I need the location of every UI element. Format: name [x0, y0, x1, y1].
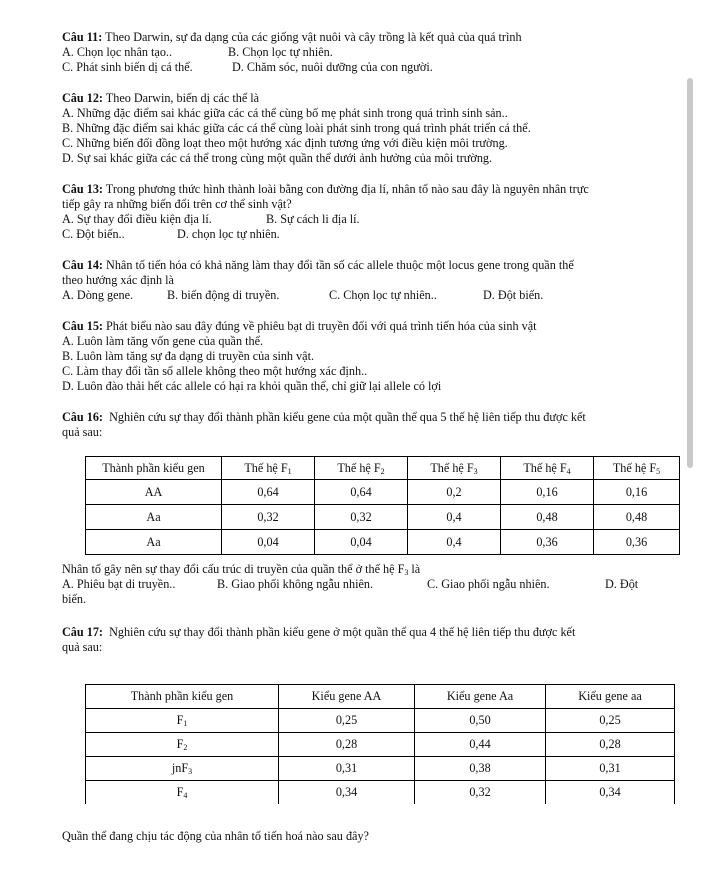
- q13-option-a: A. Sự thay đổi điều kiện địa lí.: [62, 212, 212, 226]
- q12-option-a: A. Những đặc điểm sai khác giữa các cá thể cùng bố mẹ phát sinh trong quá trình sinh sản..: [62, 106, 508, 120]
- table-cell: 0,28: [279, 733, 415, 757]
- question-16-after-text: Nhân tố gây nên sự thay đổi cấu trúc di truyền của quần thể ở thế hệ $F_3$ là: [62, 562, 421, 577]
- table-cell: 0,31: [546, 757, 675, 781]
- table-row: [86, 733, 675, 757]
- table-cell: Aa: [86, 530, 222, 555]
- table-cell: 0,04: [222, 530, 315, 555]
- question-14-text: Nhân tố tiến hóa có khả năng làm thay đổi tần số các allele thuộc một locus gene trong quần thể: [106, 258, 574, 272]
- q13-option-c: C. Đột biến..: [62, 227, 125, 241]
- table-cell: $F_4$: [86, 781, 279, 805]
- question-15-label: Câu 15:: [62, 319, 103, 333]
- table-cell: 0,2: [408, 480, 501, 505]
- table-header-cell: Kiểu gene aa: [546, 685, 675, 709]
- question-11: [62, 30, 682, 75]
- table-cell: 0,4: [408, 505, 501, 530]
- q16-option-b: B. Giao phối không ngẫu nhiên.: [217, 577, 374, 591]
- table-cell: $F_2$: [86, 733, 279, 757]
- table-cell: 0,16: [594, 480, 680, 505]
- question-11-text: Theo Darwin, sự đa dạng của các giống vật nuôi và cây trồng là kết quả của quá trình: [105, 30, 522, 44]
- table-header-cell: Thế hệ $F_2$: [315, 457, 408, 480]
- table-cell: 0,38: [415, 757, 546, 781]
- table-row: [86, 781, 675, 805]
- q14-option-c: C. Chọn lọc tự nhiên..: [329, 288, 437, 302]
- table-cell: 0,32: [222, 505, 315, 530]
- question-14: [62, 258, 682, 303]
- table-cell: 0,16: [501, 480, 594, 505]
- table-header-cell: Thế hệ $F_4$: [501, 457, 594, 480]
- table-row: [86, 505, 680, 530]
- q16-option-d: D. Đột: [605, 577, 639, 591]
- q13-option-b: B. Sự cách li địa lí.: [266, 212, 360, 226]
- q11-option-b: B. Chọn lọc tự nhiên.: [228, 45, 333, 59]
- genotype-table-q17: [85, 684, 675, 804]
- question-13: [62, 182, 682, 242]
- q15-option-a: A. Luôn làm tăng vốn gene của quần thể.: [62, 334, 264, 348]
- question-17-after-text: Quần thể đang chịu tác động của nhân tố tiến hoá nào sau đây?: [62, 829, 369, 843]
- table-cell: 0,32: [415, 781, 546, 805]
- question-17-text: Nghiên cứu sự thay đổi thành phần kiểu gene ở một quần thể qua 4 thế hệ liên tiếp thu được kết: [109, 625, 576, 639]
- question-11-stem: [62, 30, 682, 45]
- question-12: [62, 91, 682, 166]
- table-cell: 0,36: [594, 530, 680, 555]
- table-header-cell: Thế hệ $F_3$: [408, 457, 501, 480]
- table-header-cell: Kiểu gene Aa: [415, 685, 546, 709]
- question-16-text: Nghiên cứu sự thay đổi thành phần kiểu gene của một quần thể qua 5 thế hệ liên tiếp thu được kết: [109, 410, 586, 424]
- table-row: [86, 480, 680, 505]
- question-17-label: Câu 17:: [62, 625, 103, 639]
- question-16-label: Câu 16:: [62, 410, 103, 424]
- table-header-cell: Thế hệ $F_1$: [222, 457, 315, 480]
- question-15: [62, 319, 682, 394]
- table-header-cell: Thành phần kiểu gen: [86, 685, 279, 709]
- q14-option-d: D. Đột biến.: [483, 288, 544, 302]
- table-cell: 0,48: [501, 505, 594, 530]
- q11-option-a: A. Chọn lọc nhân tạo..: [62, 45, 173, 59]
- question-11-label: Câu 11:: [62, 30, 103, 44]
- q14-option-b: B. biến động di truyền.: [167, 288, 280, 302]
- table-cell: AA: [86, 480, 222, 505]
- table-cell: 0,31: [279, 757, 415, 781]
- table-cell: 0,64: [315, 480, 408, 505]
- table-header-row: [86, 457, 680, 480]
- question-16: [62, 410, 682, 440]
- table-cell: jnF$_3$: [86, 757, 279, 781]
- question-13-text: Trong phương thức hình thành loài bằng con đường địa lí, nhân tố nào sau đây là nguyên nhân trực: [105, 182, 589, 196]
- question-11-options-row2: [62, 60, 682, 75]
- q11-option-d: D. Chăm sóc, nuôi dưỡng của con người.: [232, 60, 433, 74]
- table-cell: 0,44: [415, 733, 546, 757]
- question-11-options-row1: [62, 45, 682, 60]
- table-row: [86, 530, 680, 555]
- q16-option-a: A. Phiêu bạt di truyền..: [62, 577, 176, 591]
- table-cell: 0,32: [315, 505, 408, 530]
- vertical-scrollbar-thumb[interactable]: [687, 78, 693, 468]
- q12-option-d: D. Sự sai khác giữa các cá thể trong cùng một quần thể dưới ảnh hưởng của môi trường.: [62, 151, 493, 165]
- q16-option-d-cont: biến.: [62, 592, 87, 606]
- table-header-cell: Kiểu gene AA: [279, 685, 415, 709]
- q15-option-c: C. Làm thay đổi tần số allele không theo một hướng xác định..: [62, 364, 368, 378]
- question-16-follow-up: [62, 562, 682, 607]
- table-cell: 0,34: [279, 781, 415, 805]
- table-cell: 0,64: [222, 480, 315, 505]
- question-12-label: Câu 12:: [62, 91, 103, 105]
- q15-option-d: D. Luôn đào thải hết các allele có hại ra khỏi quần thể, chỉ giữ lại allele có lợi: [62, 379, 442, 393]
- q14-option-a: A. Dòng gene.: [62, 288, 134, 302]
- document-page: [62, 30, 682, 440]
- question-15-text: Phát biểu nào sau đây đúng về phiêu bạt di truyền đối với quá trình tiến hóa của sinh vật: [106, 319, 537, 333]
- table-header-row: [86, 685, 675, 709]
- table-cell: 0,28: [546, 733, 675, 757]
- question-16-options: [62, 577, 682, 592]
- question-13-text-cont: tiếp gây ra những biến đổi trên cơ thể sinh vật?: [62, 197, 292, 211]
- q12-option-c: C. Những biến đổi đồng loạt theo một hướng xác định tương ứng với điều kiện môi trường.: [62, 136, 508, 150]
- question-12-text: Theo Darwin, biến dị các thể là: [105, 91, 260, 105]
- table-row: [86, 709, 675, 733]
- question-14-text-cont: theo hướng xác định là: [62, 273, 174, 287]
- table-cell: $F_1$: [86, 709, 279, 733]
- question-17-text-cont: quả sau:: [62, 640, 103, 654]
- table-cell: 0,34: [546, 781, 675, 805]
- question-13-label: Câu 13:: [62, 182, 103, 196]
- question-17: [62, 625, 682, 655]
- genotype-table-q16: [85, 456, 680, 555]
- q15-option-b: B. Luôn làm tăng sự đa dạng di truyền của sinh vật.: [62, 349, 314, 363]
- table-cell: 0,48: [594, 505, 680, 530]
- q13-option-d: D. chọn lọc tự nhiên.: [177, 227, 280, 241]
- table-cell: 0,25: [546, 709, 675, 733]
- table-header-cell: Thành phần kiểu gen: [86, 457, 222, 480]
- q16-option-c: C. Giao phối ngẫu nhiên.: [427, 577, 550, 591]
- table-header-cell: Thế hệ $F_5$: [594, 457, 680, 480]
- table-cell: 0,04: [315, 530, 408, 555]
- table-cell: 0,36: [501, 530, 594, 555]
- question-16-text-cont: quả sau:: [62, 425, 103, 439]
- table-cell: Aa: [86, 505, 222, 530]
- q12-option-b: B. Những đặc điểm sai khác giữa các cá thể cùng loài phát sinh trong quá trình phát triển cá thể.: [62, 121, 531, 135]
- table-cell: 0,25: [279, 709, 415, 733]
- question-14-label: Câu 14:: [62, 258, 103, 272]
- table-cell: 0,4: [408, 530, 501, 555]
- table-row: [86, 757, 675, 781]
- table-cell: 0,50: [415, 709, 546, 733]
- q11-option-c: C. Phát sinh biến dị cá thể.: [62, 60, 193, 74]
